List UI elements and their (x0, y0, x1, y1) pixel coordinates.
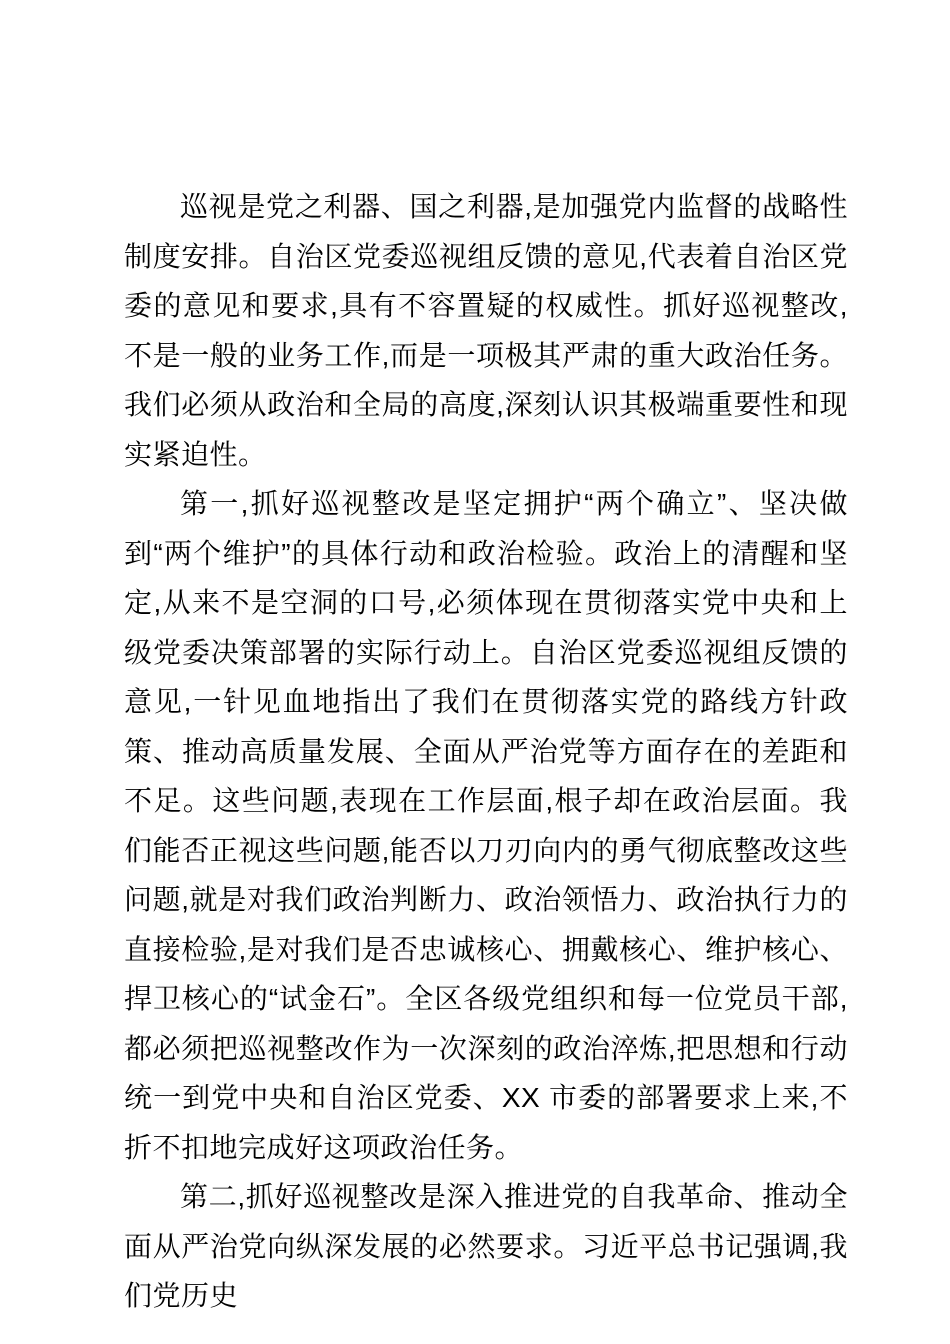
document-text-body (124, 182, 848, 1321)
paragraph-point-one: 第一,抓好巡视整改是坚定拥护“两个确立”、坚决做到“两个维护”的具体行动和政治检验。政治上的清醒和坚定,从来不是空洞的口号,必须体现在贯彻落实党中央和上级党委决策部署的实际行动上。自治区党委巡视组反馈的意见,一针见血地指出了我们在贯彻落实党的路线方针政策、推动高质量发展、全面从严治党等方面存在的差距和不足。这些问题,表现在工作层面,根子却在政治层面。我们能否正视这些问题,能否以刀刃向内的勇气彻底整改这些问题,就是对我们政治判断力、政治领悟力、政治执行力的直接检验,是对我们是否忠诚核心、拥戴核心、维护核心、捍卫核心的“试金石”。全区各级党组织和每一位党员干部,都必须把巡视整改作为一次深刻的政治淬炼,把思想和行动统一到党中央和自治区党委、XX 市委的部署要求上来,不折不扣地完成好这项政治任务。 (124, 488, 848, 1163)
paragraph-intro: 巡视是党之利器、国之利器,是加强党内监督的战略性制度安排。自治区党委巡视组反馈的意见,代表着自治区党委的意见和要求,具有不容置疑的权威性。抓好巡视整改,不是一般的业务工作,而是一项极其严肃的重大政治任务。我们必须从政治和全局的高度,深刻认识其极端重要性和现实紧迫性。 (124, 191, 848, 470)
paragraph-point-two: 第二,抓好巡视整改是深入推进党的自我革命、推动全面从严治党向纵深发展的必然要求。习近平总书记强调,我们党历史 (124, 1181, 848, 1311)
